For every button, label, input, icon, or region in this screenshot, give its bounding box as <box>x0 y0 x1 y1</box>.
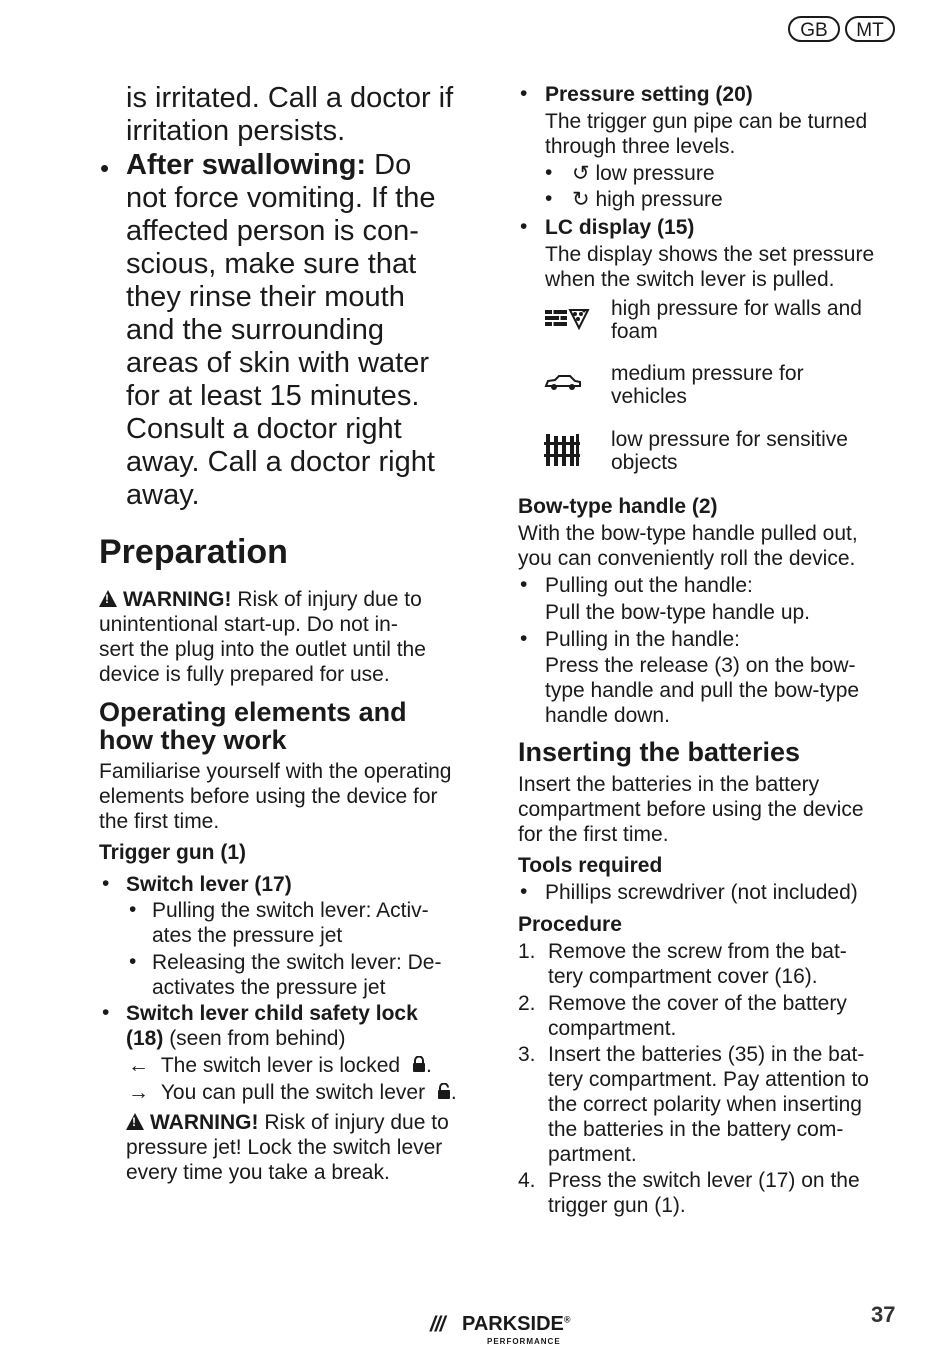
child-lock-number: (18) <box>126 1027 164 1050</box>
bullet: • <box>102 1001 110 1024</box>
body-text: device is fully prepared for use. <box>99 663 390 686</box>
page-number: 37 <box>871 1302 896 1327</box>
body-text: You can pull the switch lever <box>160 1081 426 1104</box>
brand-slashes: /// <box>430 1313 445 1336</box>
warning-label: WARNING! <box>123 588 232 611</box>
body-text: Consult a doctor right <box>126 413 402 445</box>
subheading-procedure: Procedure <box>518 913 622 936</box>
body-text: the first time. <box>99 810 220 833</box>
body-text: foam <box>611 320 658 343</box>
body-text: compartment before using the device <box>518 798 864 821</box>
body-text: you can conveniently roll the device. <box>518 547 856 570</box>
brand-registered: ® <box>563 1314 571 1325</box>
body-text: activates the pressure jet <box>152 976 386 999</box>
swallow-label: After swallowing: <box>126 149 367 181</box>
step-text: Insert the batteries (35) in the bat- <box>548 1043 865 1066</box>
bullet: • <box>545 187 553 210</box>
body-text: every time you take a break. <box>126 1161 390 1184</box>
body-text: Pull the bow-type handle up. <box>545 601 811 624</box>
fence-icon <box>544 432 580 466</box>
bullet: • <box>545 161 553 184</box>
body-text: affected person is con- <box>126 215 419 247</box>
body-text: handle down. <box>545 704 670 727</box>
step-text: tery compartment cover (16). <box>548 965 818 988</box>
body-text: high pressure <box>595 188 723 211</box>
body-text: The display shows the set pressure <box>545 243 875 266</box>
step-text: partment. <box>548 1143 637 1166</box>
body-text: objects <box>611 451 678 474</box>
body-text: unintentional start-up. Do not in- <box>99 613 398 636</box>
body-text: Pulling in the handle: <box>545 628 740 651</box>
body-text: type handle and pull the bow-type <box>545 679 860 702</box>
body-text: areas of skin with water <box>126 347 430 379</box>
brand-name: PARKSIDE <box>462 1313 564 1335</box>
subheading-bow-handle: Bow-type handle (2) <box>518 495 718 518</box>
body-text: and the surrounding <box>126 314 384 346</box>
body-text: Risk of injury due to <box>231 588 422 611</box>
bullet: • <box>100 153 110 183</box>
lock-closed-icon <box>412 1056 426 1073</box>
body-text: low pressure <box>595 162 715 185</box>
body-text: for the first time. <box>518 823 669 846</box>
body-text: . <box>425 1054 432 1077</box>
rotate-right-icon: ↻ <box>572 188 590 211</box>
body-text: high pressure for walls and <box>611 297 862 320</box>
step-number: 3. <box>518 1043 536 1066</box>
body-text: . <box>450 1081 457 1104</box>
body-text: pressure jet! Lock the switch lever <box>126 1136 443 1159</box>
warning-icon <box>126 1113 144 1130</box>
body-text: The trigger gun pipe can be turned <box>545 110 868 133</box>
body-text: (seen from behind) <box>163 1027 346 1050</box>
body-text: low pressure for sensitive <box>611 428 848 451</box>
body-text: Insert the batteries in the battery <box>518 773 820 796</box>
body-text: ates the pressure jet <box>152 924 343 947</box>
body-text: away. <box>126 479 200 511</box>
subheading-tools: Tools required <box>518 854 663 877</box>
body-text: With the bow-type handle pulled out, <box>518 522 858 545</box>
step-text: the correct polarity when inserting <box>548 1093 862 1116</box>
low-pressure-row <box>572 161 715 186</box>
bullet: • <box>520 215 528 238</box>
step-text: compartment. <box>548 1017 677 1040</box>
bullet: • <box>520 627 528 650</box>
language-badge-gb: GB <box>788 16 840 42</box>
pressure-setting-heading: Pressure setting (20) <box>545 83 753 106</box>
child-lock-heading-2 <box>126 1026 345 1051</box>
warning2-paragraph <box>126 1110 449 1135</box>
arrow-right-icon: → <box>128 1081 149 1104</box>
bullet: • <box>520 573 528 596</box>
subheading-trigger-gun: Trigger gun (1) <box>99 841 246 864</box>
body-text: Phillips screwdriver (not included) <box>545 881 858 904</box>
body-text: Pulling the switch lever: Activ- <box>152 899 429 922</box>
body-text: Familiarise yourself with the operating <box>99 760 452 783</box>
body-text: vehicles <box>611 385 687 408</box>
step-text: tery compartment. Pay attention to <box>548 1068 869 1091</box>
body-text: for at least 15 minutes. <box>126 380 420 412</box>
body-text: medium pressure for <box>611 362 804 385</box>
switch-lever-heading: Switch lever (17) <box>126 873 292 896</box>
body-text: elements before using the device for <box>99 785 438 808</box>
warning-label: WARNING! <box>150 1111 259 1134</box>
body-text: irritation persists. <box>126 115 346 147</box>
step-text: Remove the cover of the battery <box>548 992 847 1015</box>
body-text: sert the plug into the outlet until the <box>99 638 426 661</box>
warning-icon <box>99 590 117 607</box>
high-pressure-row <box>572 187 723 212</box>
bullet: • <box>520 880 528 903</box>
section-title-batteries: Inserting the batteries <box>518 737 801 767</box>
body-text: is irritated. Call a doctor if <box>126 82 454 114</box>
bullet: • <box>520 82 528 105</box>
bullet: • <box>102 872 110 895</box>
step-text: Press the switch lever (17) on the <box>548 1169 860 1192</box>
section-title-operating-2: how they work <box>99 725 287 755</box>
brand-subtitle: PERFORMANCE <box>487 1337 561 1346</box>
section-title-operating: Operating elements and <box>99 697 407 727</box>
bullet: • <box>129 898 137 921</box>
unlocked-row <box>128 1080 457 1105</box>
rotate-left-icon: ↺ <box>572 162 590 185</box>
warning-paragraph <box>99 587 422 612</box>
step-text: trigger gun (1). <box>548 1194 686 1217</box>
body-text: Risk of injury due to <box>258 1111 449 1134</box>
arrow-left-icon: ← <box>128 1054 149 1077</box>
body-text: Press the release (3) on the bow- <box>545 654 856 677</box>
body-text: away. Call a doctor right <box>126 446 435 478</box>
body-text: not force vomiting. If the <box>126 182 436 214</box>
lock-open-icon <box>437 1083 451 1100</box>
bullet: • <box>129 950 137 973</box>
section-title-preparation: Preparation <box>99 533 288 571</box>
step-text: the batteries in the battery com- <box>548 1118 844 1141</box>
locked-row <box>128 1053 432 1078</box>
child-lock-heading: Switch lever child safety lock <box>126 1002 418 1025</box>
body-text: scious, make sure that <box>126 248 417 280</box>
body-text: Pulling out the handle: <box>545 574 753 597</box>
wall-foam-icon <box>544 306 592 330</box>
step-text: Remove the screw from the bat- <box>548 940 847 963</box>
body-text: The switch lever is locked <box>160 1054 401 1077</box>
car-icon <box>544 374 582 392</box>
body-text: they rinse their mouth <box>126 281 405 313</box>
body-text: when the switch lever is pulled. <box>545 268 835 291</box>
step-number: 2. <box>518 992 536 1015</box>
body-text: Do <box>366 149 412 181</box>
body-text: Releasing the switch lever: De- <box>152 951 442 974</box>
brand-logo <box>462 1313 571 1336</box>
swallow-paragraph <box>126 149 411 182</box>
body-text: through three levels. <box>545 135 736 158</box>
step-number: 1. <box>518 940 536 963</box>
lc-display-heading: LC display (15) <box>545 216 695 239</box>
step-number: 4. <box>518 1169 536 1192</box>
language-badge-mt: MT <box>845 16 895 42</box>
